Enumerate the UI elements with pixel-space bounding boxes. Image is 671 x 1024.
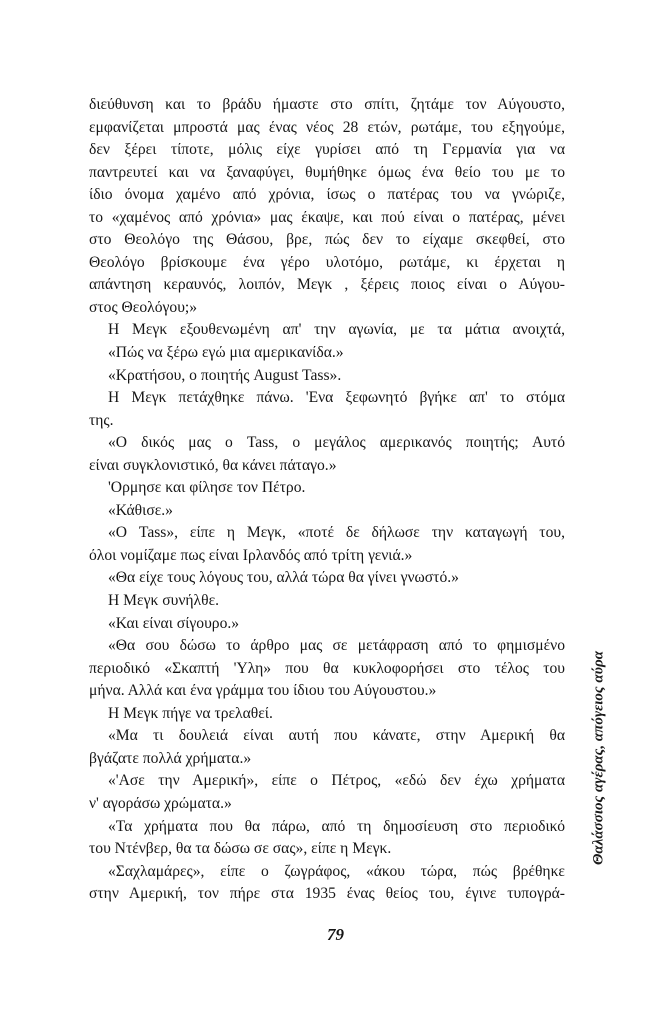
text-line: στο Θεολόγο της Θάσου, βρε, πώς δεν το είχαμε σκεφθεί, στο (89, 231, 565, 249)
text-line: «Πώς να ξέρω εγώ μια αμερικανίδα.» (108, 344, 344, 362)
text-line: διεύθυνση και το βράδυ ήμαστε στο σπίτι, ζητάμε τον Αύγουστο, (89, 96, 565, 113)
text-line: βγάζατε πολλά χρήματα.» (89, 749, 252, 767)
text-line: το «χαμένος από χρόνια» μας έκαψε, και πού είναι ο πατέρας, μένει (89, 208, 565, 226)
text-line: του Ντένβερ, θα τα δώσω σε σας», είπε η Μεγκ. (89, 840, 392, 858)
text-line: παντρευτεί και να ξαναφύγει, θυμήθηκε όμως ένα θείο του με το (89, 163, 565, 181)
text-line: Θεολόγο βρίσκουμε ένα γέρο υλοτόμο, ρωτάμε, κι έρχεται η (89, 253, 565, 271)
text-line: «'Ασε την Αμερική», είπε ο Πέτρος, «εδώ δεν έχω χρήματα (108, 772, 565, 790)
text-line: «Ο Tass», είπε η Μεγκ, «ποτέ δε δήλωσε την καταγωγή του, (108, 524, 565, 542)
text-line: Η Μεγκ πήγε να τρελαθεί. (108, 704, 273, 722)
text-line: «Σαχλαμάρες», είπε ο ζωγράφος, «άκου τώρα, πώς βρέθηκε (108, 862, 565, 880)
text-line: μήνα. Αλλά και ένα γράμμα του ίδιου του Αύγουστου.» (89, 682, 437, 700)
text-line: της. (89, 411, 114, 429)
text-line: δεν ξέρει τίποτε, μόλις είχε γυρίσει από τη Γερμανία για να (89, 141, 565, 159)
text-line: στην Αμερική, τον πήρε στα 1935 ένας θείος του, έγινε τυπογρά- (89, 885, 565, 903)
text-line: στος Θεολόγου;» (89, 298, 198, 316)
body-text (89, 94, 565, 906)
text-line: «Κρατήσου, ο ποιητής August Tass». (108, 366, 342, 384)
text-line: «Ο δικός μας ο Tass, ο μεγάλος αμερικανός ποιητής; Αυτό (108, 434, 565, 452)
text-line: Η Μεγκ εξουθενωμένη απ' την αγωνία, με τα μάτια ανοιχτά, (108, 321, 565, 339)
text-line: εμφανίζεται μπροστά μας ένας νέος 28 ετών, ρωτάμε, του εξηγούμε, (89, 118, 565, 136)
text-line: απάντηση κεραυνός, λοιπόν, Μεγκ , ξέρεις ποιος είναι ο Αύγου- (89, 276, 565, 294)
text-line: «Τα χρήματα που θα πάρω, από τη δημοσίευση στο περιοδικό (108, 817, 565, 835)
running-head: Θαλάσσιος αγέρας, απόγειος αύρα (590, 650, 607, 866)
text-line: «Θα σου δώσω το άρθρο μας σε μετάφραση από το φημισμένο (108, 637, 565, 655)
text-line: ίδιο όνομα χαμένο από χρόνια, ίσως ο πατέρας του να γνώριζε, (89, 186, 565, 204)
text-line: είναι συγκλονιστικό, θα κάνει πάταγο.» (89, 456, 337, 474)
text-line: «Κάθισε.» (108, 501, 173, 519)
text-line: «Θα είχε τους λόγους του, αλλά τώρα θα γίνει γνωστό.» (108, 569, 459, 587)
text-line: «Μα τι δουλειά είναι αυτή που κάνατε, στην Αμερική θα (108, 727, 565, 745)
text-line: περιοδικό «Σκαπτή 'Υλη» που θα κυκλοφορήσει στο τέλος του (89, 659, 565, 677)
text-line: Η Μεγκ πετάχθηκε πάνω. 'Ενα ξεφωνητό βγήκε απ' το στόμα (108, 389, 565, 407)
text-line: ν' αγοράσω χρώματα.» (89, 794, 232, 812)
text-line: όλοι νομίζαμε πως είναι Ιρλανδός από τρίτη γενιά.» (89, 546, 413, 564)
text-line: Η Μεγκ συνήλθε. (108, 592, 220, 610)
text-line: 'Ορμησε και φίλησε τον Πέτρο. (108, 479, 306, 497)
text-line: «Και είναι σίγουρο.» (108, 614, 240, 632)
page-number: 79 (327, 925, 344, 944)
